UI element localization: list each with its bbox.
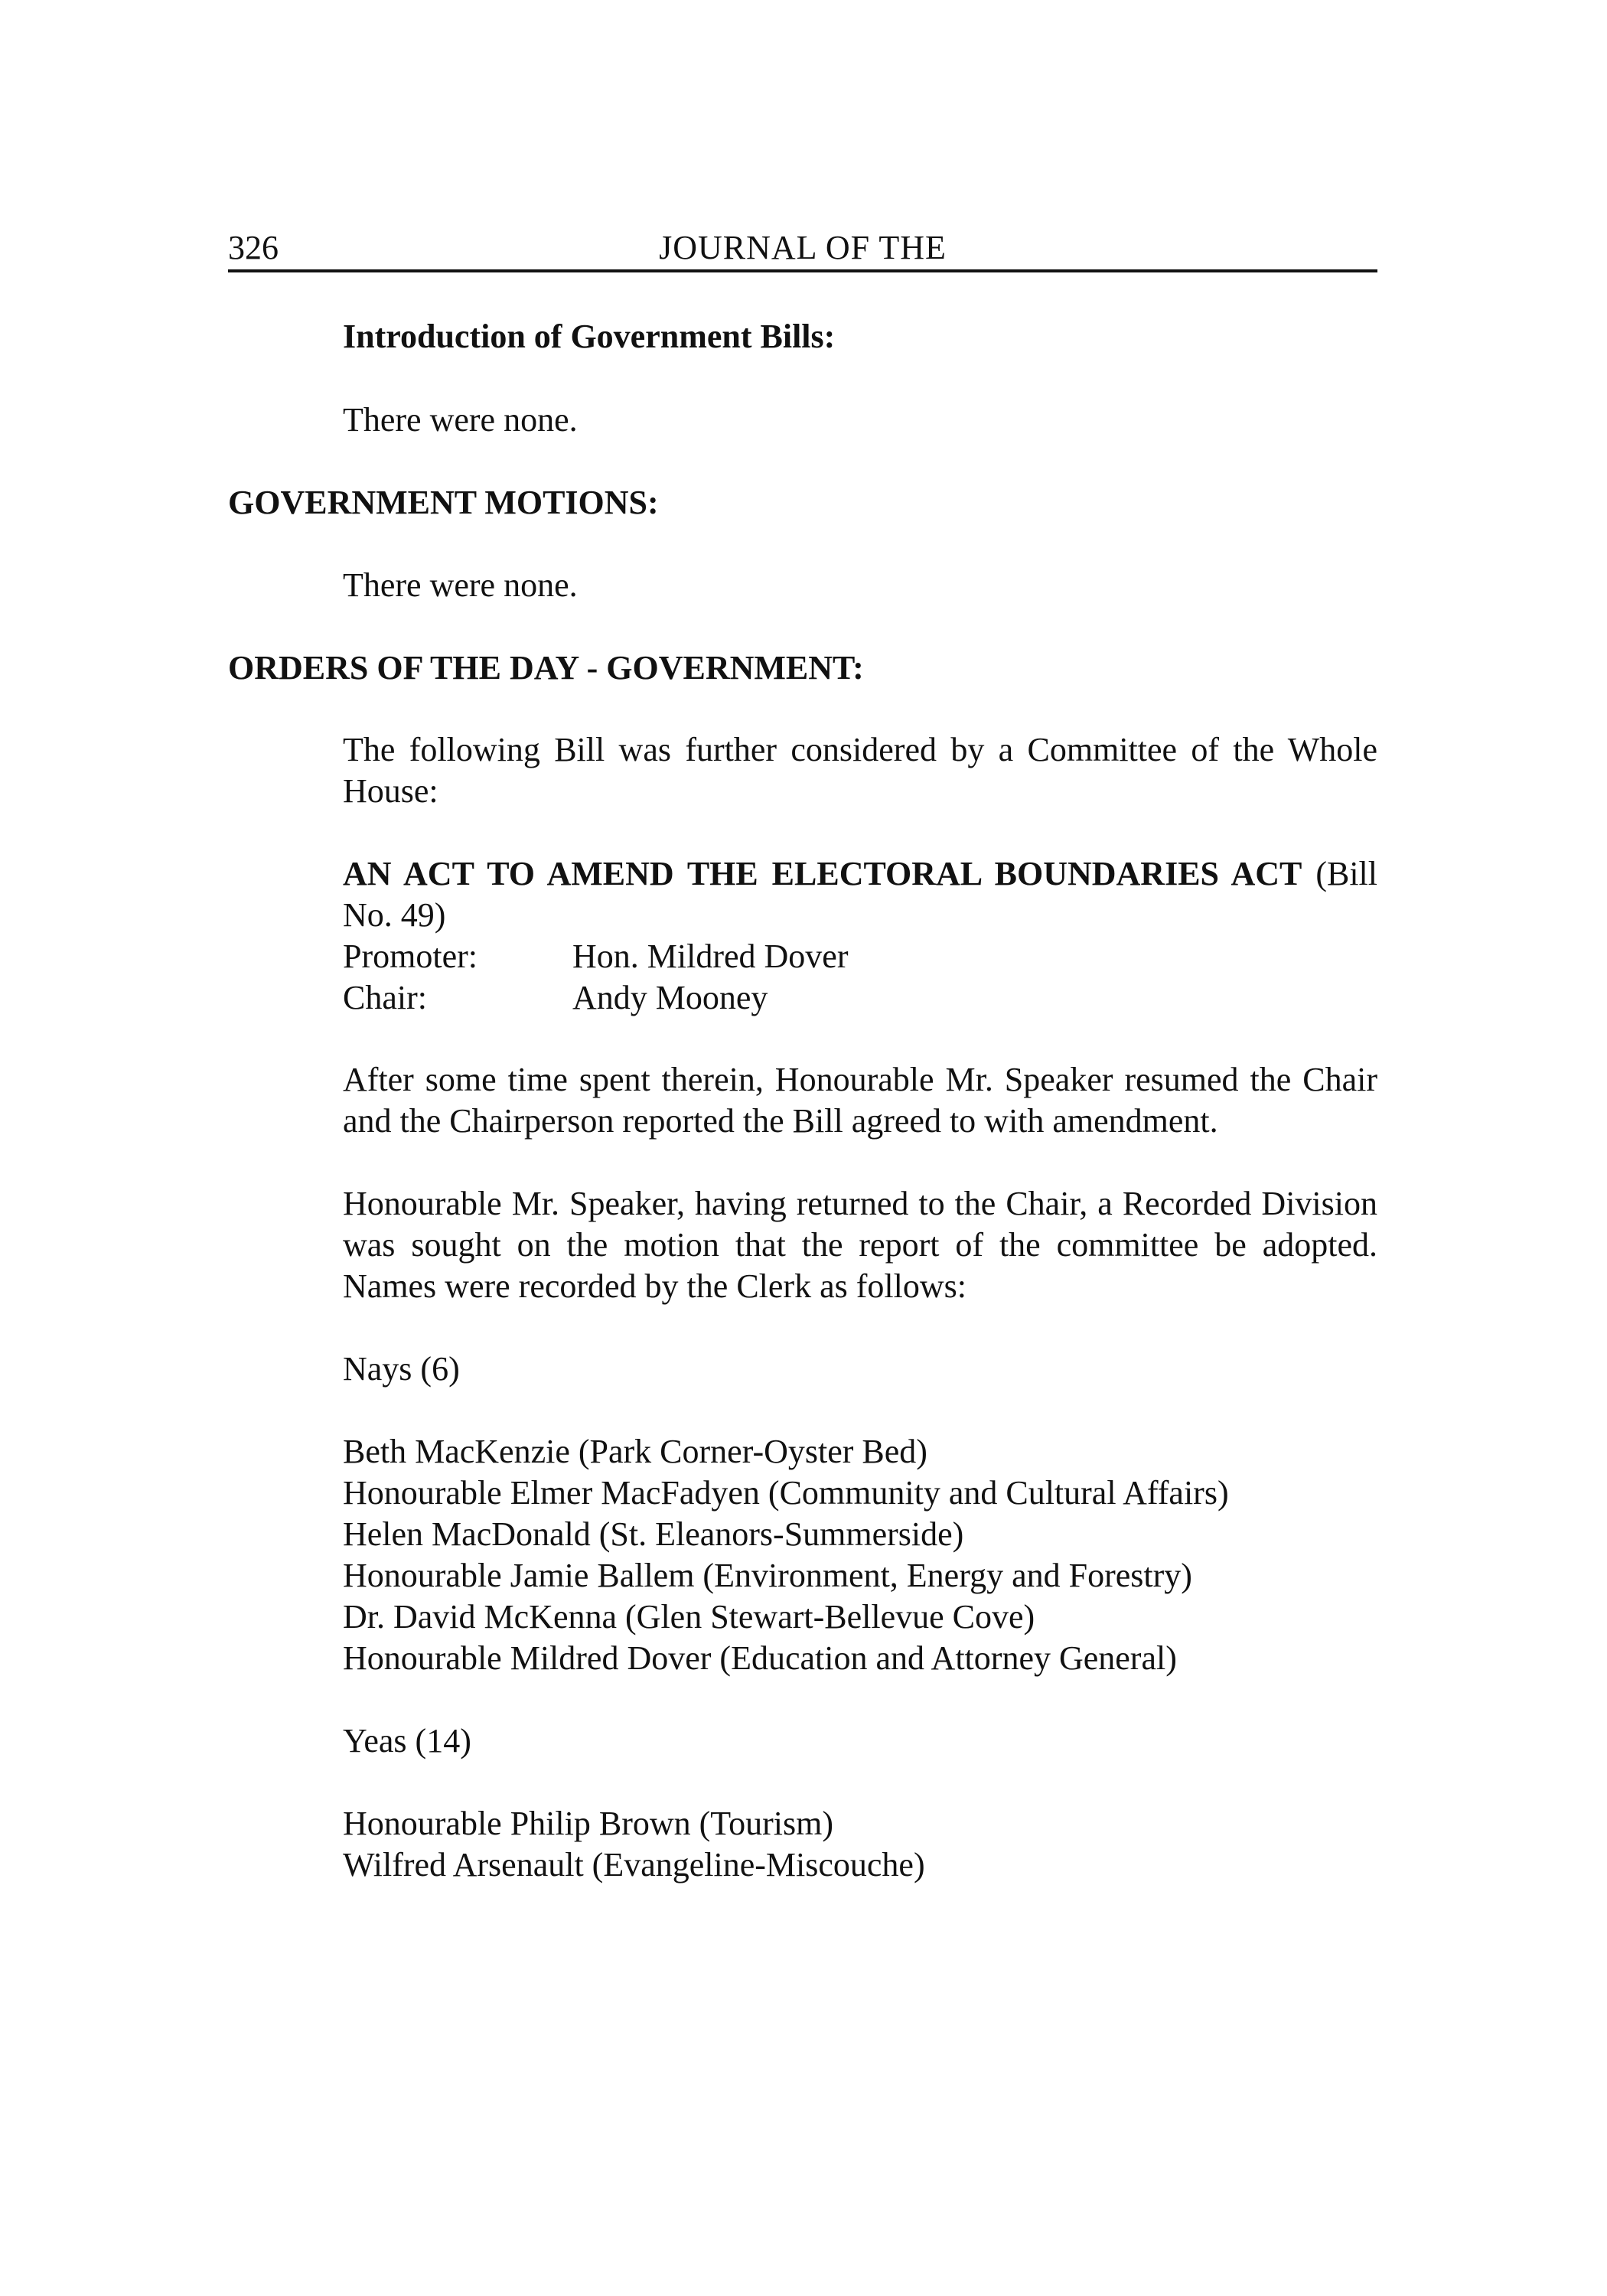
bill-title: AN ACT TO AMEND THE ELECTORAL BOUNDARIES ACT (343, 855, 1302, 892)
after-time-paragraph: After some time spent therein, Honourable Mr. Speaker resumed the Chair and the Chairperson reported the Bill agreed to with amendment. (343, 1061, 1377, 1140)
intro-bills-heading: Introduction of Government Bills: (343, 318, 836, 355)
nays-heading: Nays (6) (343, 1350, 460, 1388)
nay-member: Helen MacDonald (St. Eleanors-Summerside) (343, 1515, 964, 1553)
bill-title-block (343, 853, 1377, 936)
page-header (228, 227, 1377, 272)
nay-member: Honourable Jamie Ballem (Environment, Energy and Forestry) (343, 1557, 1192, 1594)
orders-heading: ORDERS OF THE DAY - GOVERNMENT: (228, 649, 864, 687)
orders-intro-paragraph: The following Bill was further considered by a Committee of the Whole House: (343, 731, 1377, 810)
yea-member: Honourable Philip Brown (Tourism) (343, 1805, 833, 1842)
gov-motions-heading: GOVERNMENT MOTIONS: (228, 484, 659, 521)
chair-row (343, 977, 768, 1019)
recorded-division-paragraph: Honourable Mr. Speaker, having returned to the Chair, a Recorded Division was sought on the motion that the report of the committee be adopted. Names were recorded by the Clerk as follows: (343, 1185, 1377, 1305)
bill-number: (Bill No. 49) (343, 855, 1378, 934)
chair-value: Andy Mooney (572, 979, 768, 1016)
promoter-value: Hon. Mildred Dover (572, 938, 849, 975)
intro-bills-body: There were none. (343, 401, 578, 439)
nay-member: Honourable Elmer MacFadyen (Community and Cultural Affairs) (343, 1474, 1229, 1512)
nay-member: Dr. David McKenna (Glen Stewart-Bellevue Cove) (343, 1598, 1035, 1636)
running-title: JOURNAL OF THE (659, 229, 947, 266)
chair-label: Chair: (343, 979, 427, 1016)
promoter-row (343, 936, 849, 977)
promoter-label: Promoter: (343, 938, 478, 975)
page-number: 326 (228, 229, 279, 266)
gov-motions-body: There were none. (343, 566, 578, 604)
yeas-heading: Yeas (14) (343, 1722, 471, 1760)
nay-member: Honourable Mildred Dover (Education and Attorney General) (343, 1639, 1177, 1677)
nay-member: Beth MacKenzie (Park Corner-Oyster Bed) (343, 1433, 927, 1470)
yea-member: Wilfred Arsenault (Evangeline-Miscouche) (343, 1846, 925, 1883)
